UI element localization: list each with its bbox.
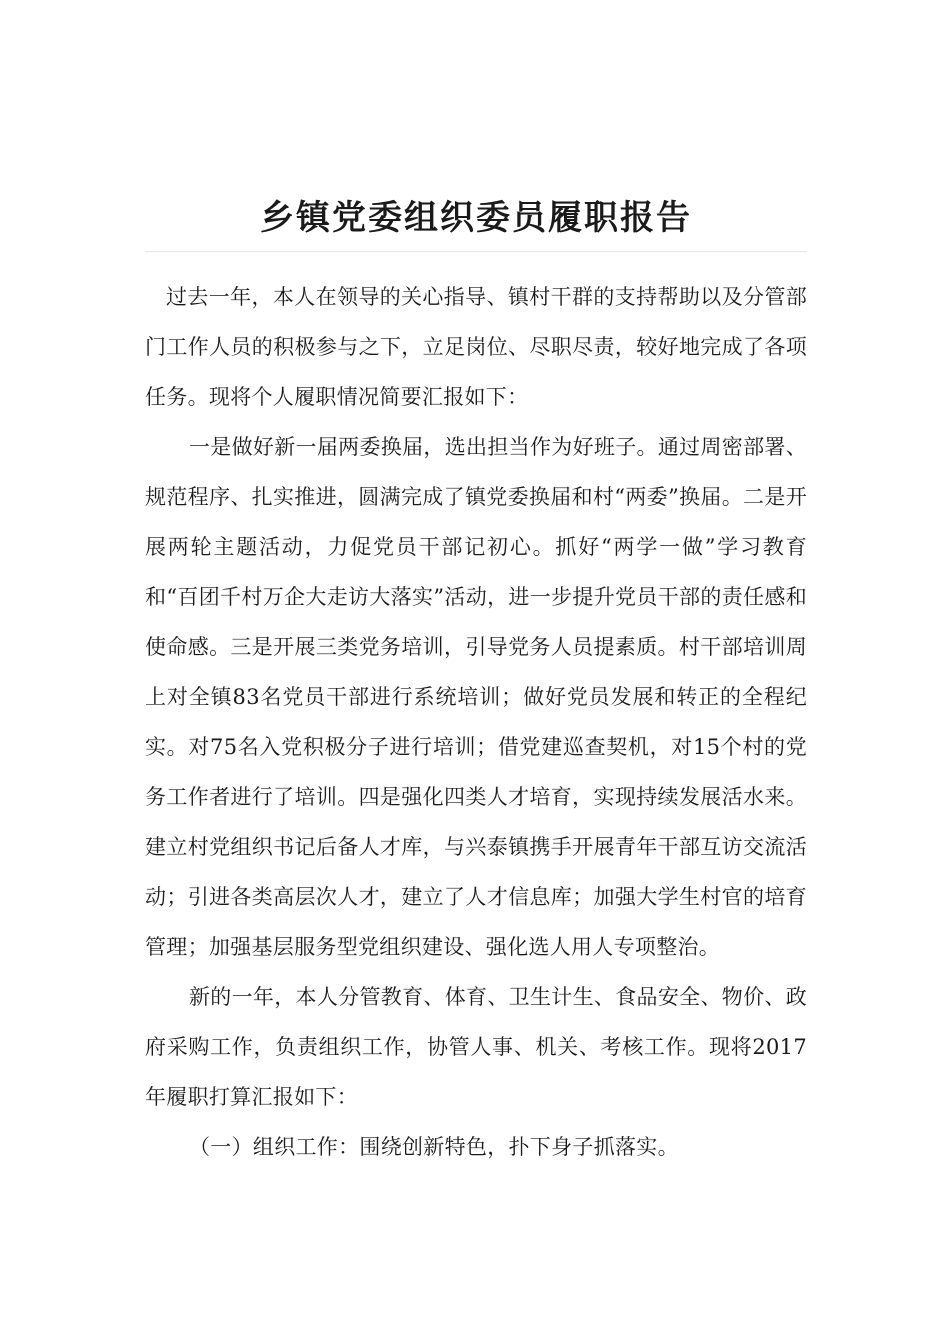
- page-title: 乡镇党委组织委员履职报告: [260, 198, 692, 238]
- paragraph-achievements: 一是做好新一届两委换届，选出担当作为好班子。通过周密部署、规范程序、扎实推进，圆满完成了镇党委换届和村“两委”换届。二是开展两轮主题活动，力促党员干部记初心。抓好“两学一做”学习教育和“百团千村万企大走访大落实”活动，进一步提升党员干部的责任感和使命感。三是开展三类党务培训，引导党务人员提素质。村干部培训周上对全镇83名党员干部进行系统培训；做好党员发展和转正的全程纪实。对75名入党积极分子进行培训；借党建巡查契机，对15个村的党务工作者进行了培训。四是强化四类人才培育，实现持续发展活水来。建立村党组织书记后备人才库，与兴泰镇携手开展青年干部互访交流活动；引进各类高层次人才，建立了人才信息库；加强大学生村官的培育管理；加强基层服务型党组织建设、强化选人用人专项整治。: [145, 435, 807, 959]
- paragraph-section-heading: （一）组织工作：围绕创新特色，扑下身子抓落实。: [189, 1135, 679, 1159]
- paragraph-intro: 过去一年，本人在领导的关心指导、镇村干群的支持帮助以及分管部门工作人员的积极参与之下，立足岗位、尽职尽责，较好地完成了各项任务。现将个人履职情况简要汇报如下：: [145, 285, 807, 409]
- document-body: [145, 272, 807, 1172]
- paragraph-new-year-plan: 新的一年，本人分管教育、体育、卫生计生、食品安全、物价、政府采购工作，负责组织工作，协管人事、机关、考核工作。现将2017年履职打算汇报如下：: [145, 985, 807, 1109]
- title-divider: [145, 251, 807, 252]
